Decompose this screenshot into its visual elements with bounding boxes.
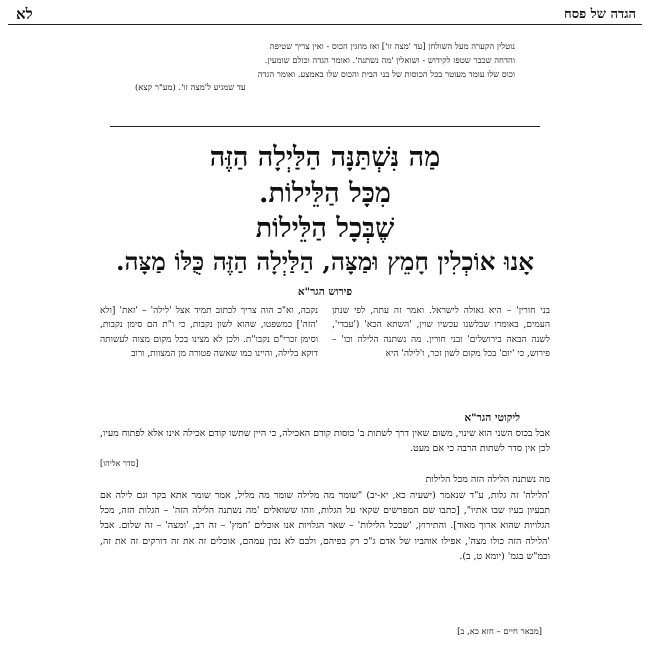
- mah-nishtanah-line-4: אָנוּ אוֹכְלִין חָמֵץ וּמַצָּה, הַלַּיְלָה הַזֶּה כֻּלּוֹ מַצָּה.: [115, 247, 535, 276]
- halachic-note: [135, 40, 515, 95]
- perush-columns: [100, 304, 550, 390]
- note-line: וכוס שלו עומד מעוטר בכל הכוסות של בני הבית והכוס שלו באמצע. ואומר הגדה: [257, 68, 515, 79]
- note-line: עד שמגיע ל'מצה זו'. (מע"ר קצא): [135, 82, 246, 93]
- likutei-paragraph-2: [100, 488, 550, 564]
- perush-column-right: [332, 304, 550, 361]
- perush-column-left: [100, 304, 318, 361]
- page-header: [8, 6, 642, 25]
- note-line: נוטלין הקערה מעל השולחן [עד 'מצה זו'] ואז מוזגין הכוס - ואין צריך שטיפה: [269, 41, 515, 51]
- likutei-heading: ליקוטי הגר"א: [464, 412, 520, 424]
- mah-nishtanah-line-1: מַה נִּשְׁתַּנָּה הַלַּיְלָה הַזֶּה: [209, 142, 441, 173]
- divider: [110, 126, 540, 127]
- commentary-text: נקבה, וא"כ הוה צריך לכתוב תמיד אצל 'לילה' – 'זאת' [ולא 'הזה'] כמשפטו, שהוא לשון נקבות, כי ו"ת הם סימן נקבות, וסימן זכרי"ם נקבו"ת. ולכן לא מצינו בכל מקום מצוה לעשותה דוקא בלילה, והיינו כמו שאשה פטורה מן המצוות, ורוב: [100, 306, 318, 359]
- source-citation: [מבאר חיים – חזא כא, ב]: [457, 626, 542, 636]
- source-citation: [סדר אליהו]: [100, 459, 139, 469]
- perush-heading: פירוש הגר"א: [297, 286, 353, 298]
- page-number: לא: [16, 5, 33, 23]
- commentary-text: בני חורין' – היא גאולה לישראל. ואמר זה עתה, לפי שנתן העמים, באומרו שבלשנו עכשיו שוין, 'השתא הכא' ('עבדי', לשנה הבאה בירושלים' ובני חורין. מה נשתנה הלילה וכו' – פירוש, כי 'יום' בכל מקום לשון זכר, ו'לילה' היא: [332, 306, 550, 359]
- likutei-subheading: מה נשתנה הלילה הזה מכל הלילות: [425, 474, 550, 485]
- mah-nishtanah-line-2: מִכָּל הַלֵּילוֹת.: [259, 178, 391, 209]
- note-line: והדחה שכבר שטפו לקידוש - ושואלין 'מה נשתנה'. ואומר הגדה וכולם שומעין.: [264, 54, 515, 65]
- running-title: הגדה של פסח: [564, 7, 636, 22]
- commentary-text: אבל בכוס השני הוא שינוי, משום שאין דרך לשתות ב' כוסות קודם האכילה, כי היין שתשו קודם אכילה אינו אלא לפתוח מעיו, לכן אין סדר לשתות הרבה כי אם מעט.: [100, 428, 550, 455]
- commentary-text: 'הלילה' זה גלות, ע"ד שנאמר (ישעיה כא, יא-יב) "שומר מה מלילה שומר מה מליל, אמר שומר אתא בקר וגם לילה אם תבעיון בעיו שבו אתיו", [כתבו שם המפרשים שקאי על הגלות, וזהו ששואלים 'מה נשתנה הלילה הזה' – הגלות הזה, מכל הגלויות שהוא ארוך מאוד]. והתירוץ, 'שבכל הלילות' – שאר הגלויות אנו אוכלים 'חמץ' – זה רב, 'ומצה' – זה שלום. אבל 'הלילה הזה כולו מצה', אפילו אוהביו של אדם ג"כ רק בפיהם, ולבם לא נכון עמהם, אוכלים זה את זה דורקים זה את זה, וכמ"ש בגמ' (יומא ט, ב).: [100, 490, 550, 562]
- likutei-paragraph: [100, 426, 550, 472]
- mah-nishtanah-line-3: שֶׁבְּכָל הַלֵּילוֹת: [255, 213, 395, 244]
